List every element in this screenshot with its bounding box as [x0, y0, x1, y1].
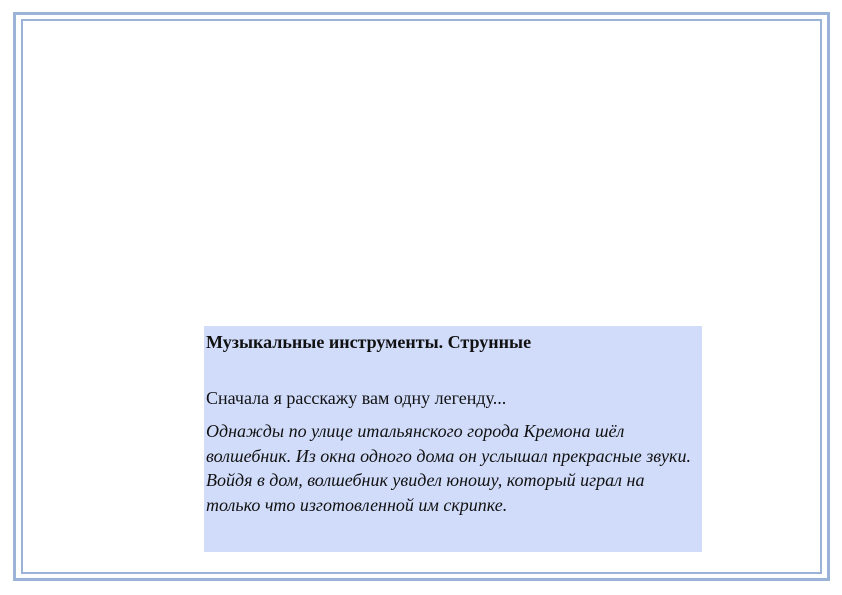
- slide-title: Музыкальные инструменты. Струнные: [206, 332, 532, 352]
- text-box: [204, 326, 702, 552]
- intro-text: Сначала я расскажу вам одну легенду...: [206, 388, 507, 408]
- story-text: Однажды по улице итальянского города Кремона шёл волшебник. Из окна одного дома он услышал прекрасные звуки. Войдя в дом, волшебник увидел юношу, который играл на только что изготовленной им скрипке.: [206, 421, 691, 515]
